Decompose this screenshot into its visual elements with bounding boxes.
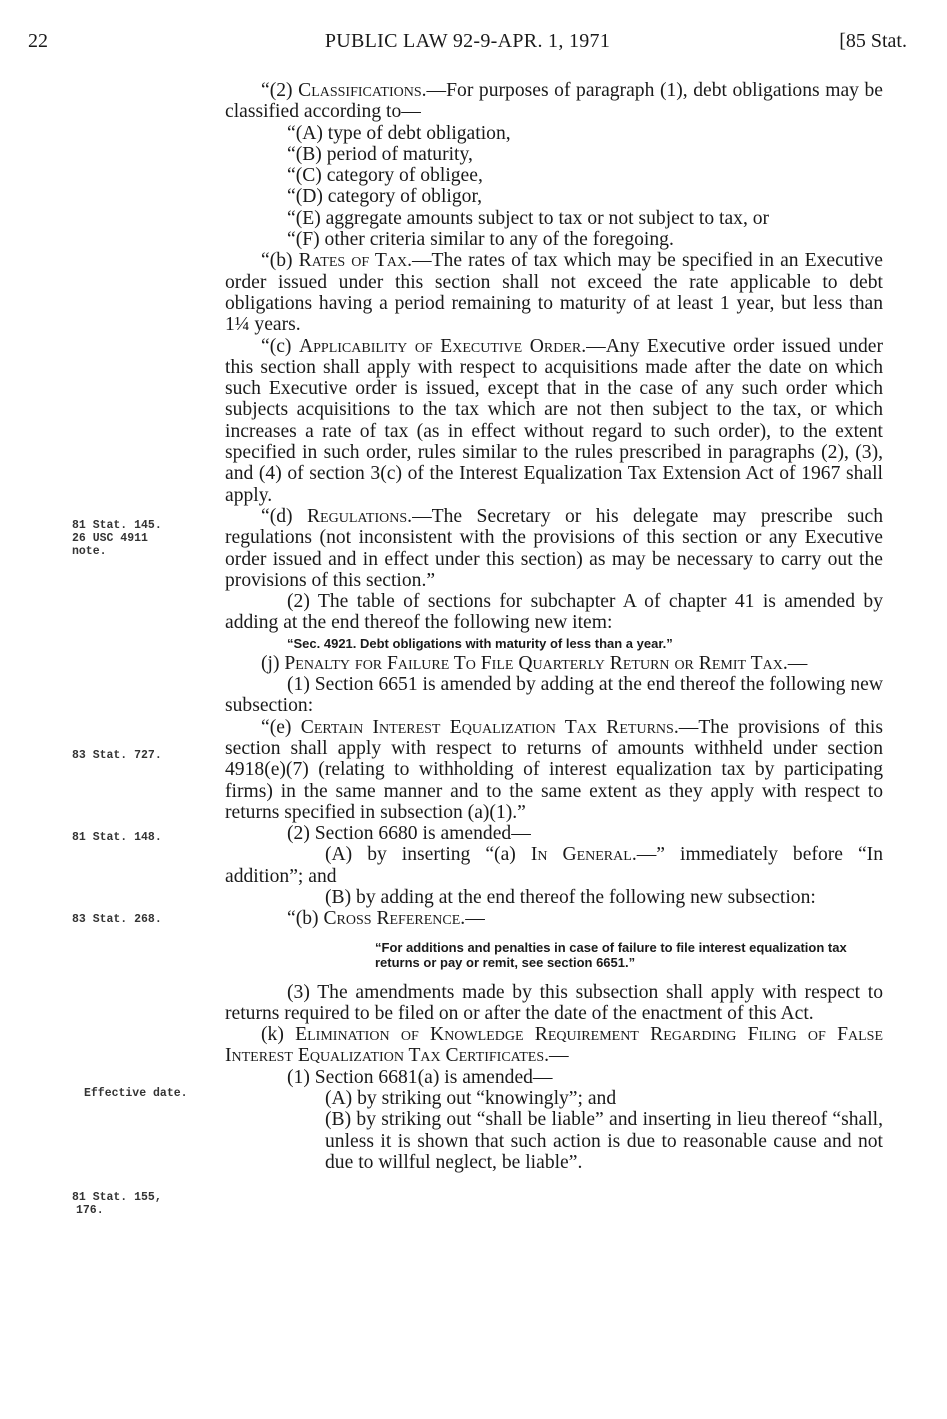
margin-note-81-stat-155: 81 Stat. 155, [72, 1191, 162, 1204]
item-b: “(B) period of maturity, [287, 143, 473, 165]
paragraph-j3: (3) The amendments made by this subsection shall apply with respect to returns required to be filed on or after the date of the enactment of this Act. [225, 981, 883, 1024]
page-number: 22 [28, 30, 48, 52]
paragraph-j1: (1) Section 6651 is amended by adding at the end thereof the following new subsection: [225, 674, 883, 717]
paragraph-cross-reference: “(b) Cross Reference.— [287, 908, 485, 930]
paragraph-j2: (2) Section 6680 is amended— [287, 823, 531, 845]
margin-note-81-stat-148: 81 Stat. 148. [72, 831, 162, 844]
heading-elimination: (k) Elimination of Knowledge Requirement Regarding Filing of False Interest Equalization Tax Certificates.— [225, 1024, 884, 1067]
margin-note-83-stat-727: 83 Stat. 727. [72, 749, 162, 762]
page-header [28, 30, 907, 56]
paragraph-table-of-sections: (2) The table of sections for subchapter A of chapter 41 is amended by adding at the end thereof the following new item: [225, 591, 883, 634]
item-d: “(D) category of obligor, [287, 186, 483, 208]
paragraph-k1b: (B) by striking out “shall be liable” and inserting in lieu thereof “shall, unless it is shown that such action is due to reasonable cause and not due to willful neglect, be liable”. [325, 1109, 883, 1173]
margin-note-176: 176. [76, 1204, 104, 1217]
margin-note-81-stat-145: 81 Stat. 145. [72, 519, 162, 532]
cross-reference-text: “For additions and penalties in case of failure to file interest equalization tax returns or pay or remit, see section 6651.” [375, 939, 847, 970]
margin-note-effective-date: Effective date. [84, 1087, 188, 1100]
margin-note-26-usc-4911: 26 USC 4911 [72, 532, 148, 545]
section-item-4921: “Sec. 4921. Debt obligations with maturity of less than a year.” [287, 635, 673, 651]
item-f: “(F) other criteria similar to any of the foregoing. [287, 229, 674, 251]
item-a: “(A) type of debt obligation, [287, 122, 511, 144]
paragraph-classifications: “(2) Classifications.—For purposes of paragraph (1), debt obligations may be classified according to— [225, 80, 883, 123]
paragraph-applicability: “(c) Applicability of Executive Order.—Any Executive order issued under this section shall apply with respect to acquisitions made after the date on which such Executive order is issued, except that in the case of any such order which subjects acquisitions to the tax which are not then subject to the tax, or which increases a rate of tax (as in effect without regard to such order), to the extent specified in such order, rules similar to the rules prescribed in paragraphs (2), (3), and (4) of section 3(c) of the Interest Equalization Tax Extension Act of 1967 shall apply. [225, 335, 883, 506]
page-title: PUBLIC LAW 92-9-APR. 1, 1971 [324, 30, 611, 52]
margin-note-83-stat-268: 83 Stat. 268. [72, 913, 162, 926]
paragraph-k1a: (A) by striking out “knowingly”; and [325, 1088, 617, 1110]
paragraph-j2a: (A) by inserting “(a) In General.—” immediately before “In addition”; and [225, 844, 883, 887]
item-c: “(C) category of obligee, [287, 165, 483, 187]
paragraph-k1: (1) Section 6681(a) is amended— [287, 1066, 553, 1088]
paragraph-rates-of-tax: “(b) Rates of Tax.—The rates of tax which may be specified in an Executive order issued under this section shall not exceed the rate applicable to debt obligations having a period remaining to maturity of at least 1 year, but less than 1¼ years. [225, 250, 884, 336]
item-e: “(E) aggregate amounts subject to tax or not subject to tax, or [287, 207, 770, 229]
stat-reference: [85 Stat. [839, 30, 907, 52]
heading-penalty: (j) Penalty for Failure To File Quarterly Return or Remit Tax.— [261, 652, 808, 674]
page-body [225, 80, 883, 1173]
margin-note-note: note. [72, 545, 107, 558]
paragraph-certain-returns: “(e) Certain Interest Equalization Tax Returns.—The provisions of this section shall apply with respect to returns of amounts withheld under section 4918(e)(7) (relating to withholding of interest equalization tax by participating firms) in the same manner and to the same extent as they apply with respect to returns specified in subsection (a)(1).” [225, 716, 883, 823]
paragraph-j2b: (B) by adding at the end thereof the following new subsection: [325, 886, 816, 908]
paragraph-regulations: “(d) Regulations.—The Secretary or his delegate may prescribe such regulations (not inconsistent with the provisions of this section or any Executive order issued and in effect under this section) as may be necessary to carry out the provisions of this section.” [225, 505, 884, 591]
